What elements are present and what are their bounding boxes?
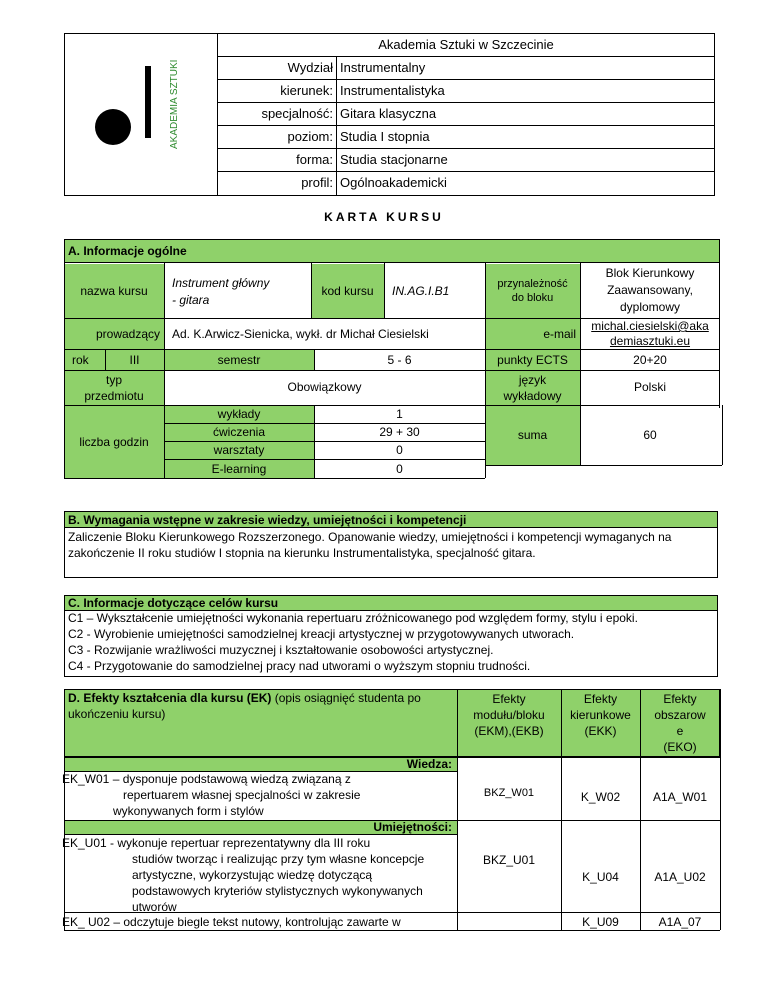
section-b-text: Zaliczenie Bloku Kierunkowego Rozszerzonego. Opanowanie wiedzy, umiejętności i kompetencji wymaganych na zakończenie II roku studiów I stopnia na kierunku Instrumentalistyka, specjalność gitara. (68, 530, 672, 560)
hours-label-cwiczenia: ćwiczenia (212, 425, 266, 439)
field-value-kierunek: Instrumentalistyka (340, 83, 445, 98)
hours-value-warsztaty: 0 (396, 443, 403, 457)
u02-ekk: K_U09 (582, 915, 619, 929)
hours-value-elearning: 0 (396, 462, 403, 476)
u01-line-1: EK_U01 - wykonuje repertuar reprezentatywny dla III roku (62, 836, 371, 850)
typ-label-2: przedmiotu (84, 389, 144, 403)
u02-line-1: EK_ U02 – odczytuje biegle tekst nutowy, kontrolując zawarte w (62, 915, 401, 929)
kod-label: kod kursu (321, 284, 374, 298)
email-link-1[interactable]: michal.ciesielski@aka (591, 319, 709, 333)
blok-value-1: Blok Kierunkowy (605, 266, 695, 280)
suma-label: suma (517, 428, 548, 442)
hours-label-wyklady: wykłady (217, 407, 261, 421)
field-label-forma: forma: (296, 152, 333, 167)
w01-line-2: repertuarem własnej specjalności w zakresie (123, 788, 361, 802)
u01-line-5: utworów (132, 900, 177, 914)
w01-ekm: BKZ_W01 (483, 787, 535, 799)
w01-line-3: wykonywanych form i stylów (113, 804, 264, 818)
col-eko-3: e (676, 724, 684, 738)
section-d-heading (68, 691, 421, 705)
w01-eko: A1A_W01 (652, 790, 708, 804)
prowadzacy-value: Ad. K.Arwicz-Sienicka, wykł. dr Michał Ciesielski (172, 327, 429, 341)
logo-text: AKADEMIA SZTUKI (169, 59, 180, 149)
field-value-forma: Studia stacjonarne (340, 152, 448, 167)
field-value-poziom: Studia I stopnia (340, 129, 430, 144)
w01-line-1: EK_W01 – dysponuje podstawową wiedzą związaną z (62, 772, 351, 786)
page-title: KARTA KURSU (324, 210, 444, 224)
email-label: e-mail (543, 327, 576, 341)
email-link-2[interactable]: demiasztuki.eu (609, 334, 691, 348)
section-d-heading-bold: D. Efekty kształcenia dla kursu (EK) (68, 691, 272, 705)
goal-c2: C2 - Wyrobienie umiejętności samodzielnej kreacji artystycznej w przygotowywanych utworach. (68, 627, 575, 641)
jezyk-value: Polski (633, 380, 666, 394)
field-value-profil: Ogólnoakademicki (340, 175, 447, 190)
section-d-heading-rest: (opis osiągnięć studenta po (271, 691, 421, 705)
field-value-wydzial: Instrumentalny (340, 60, 426, 75)
semestr-label: semestr (217, 353, 261, 367)
field-label-specjalnosc: specjalność: (261, 106, 333, 121)
nazwa-value-1: Instrument główny (172, 276, 270, 290)
academy-name: Akademia Sztuki w Szczecinie (378, 37, 554, 52)
section-d-heading-line2: ukończeniu kursu) (68, 707, 166, 721)
typ-label-1: typ (105, 373, 122, 387)
kod-value: IN.AG.I.B1 (392, 284, 450, 298)
ects-label: punkty ECTS (497, 353, 568, 367)
hours-label-elearning: E-learning (211, 462, 267, 476)
goal-c3: C3 - Rozwijanie wrażliwości muzycznej i kształtowanie osobowości artystycznej. (68, 643, 494, 657)
jezyk-label-1: język (518, 373, 547, 387)
hours-label-warsztaty: warsztaty (213, 443, 265, 457)
jezyk-label-2: wykładowy (503, 389, 562, 403)
liczba-label: liczba godzin (79, 435, 149, 449)
blok-value-2: Zaawansowany, (607, 283, 693, 297)
goal-c1: C1 – Wykształcenie umiejętności wykonania repertuaru zróżnicowanego pod względem formy, stylu i epoki. (68, 611, 638, 625)
col-eko-4: (EKO) (663, 740, 697, 754)
u01-eko: A1A_U02 (654, 870, 706, 884)
u01-ekm: BKZ_U01 (482, 853, 536, 867)
hours-value-wyklady: 1 (396, 407, 403, 421)
u02-eko: A1A_07 (658, 915, 702, 929)
section-b-heading: B. Wymagania wstępne w zakresie wiedzy, umiejętności i kompetencji (68, 513, 467, 527)
field-label-profil: profil: (301, 175, 333, 190)
suma-value: 60 (643, 428, 657, 442)
u01-line-4: podstawowych kryteriów stylistycznych wykonywanych (132, 884, 423, 898)
col-ekk-1: Efekty (583, 692, 618, 706)
rok-label: rok (72, 353, 89, 367)
hours-value-cwiczenia: 29 + 30 (379, 425, 420, 439)
field-label-poziom: poziom: (287, 129, 333, 144)
col-eko-1: Efekty (663, 692, 697, 706)
col-ekm-1: Efekty (492, 692, 526, 706)
blok-label-2: do bloku (511, 292, 554, 304)
umiejetnosci-heading: Umiejętności: (373, 820, 452, 834)
wiedza-heading: Wiedza: (406, 757, 452, 771)
field-value-specjalnosc: Gitara klasyczna (340, 106, 437, 121)
col-ekk-3: (EKK) (584, 724, 617, 738)
nazwa-label: nazwa kursu (80, 284, 148, 298)
u01-line-3: artystyczne, wykorzystując wiedzę dotyczącą (132, 868, 373, 882)
blok-value-3: dyplomowy (619, 300, 681, 314)
prowadzacy-label: prowadzący (95, 327, 160, 341)
col-eko-2: obszarow (654, 708, 706, 722)
field-label-wydzial: Wydział (287, 60, 333, 75)
nazwa-value-2: - gitara (172, 293, 210, 307)
col-ekm-2: modułu/bloku (473, 708, 545, 722)
typ-value: Obowiązkowy (287, 380, 362, 394)
col-ekm-3: (EKM),(EKB) (474, 724, 544, 738)
section-a-heading: A. Informacje ogólne (68, 244, 187, 258)
w01-ekk: K_W02 (580, 790, 621, 804)
col-ekk-2: kierunkowe (570, 708, 631, 722)
section-c-heading: C. Informacje dotyczące celów kursu (68, 596, 279, 610)
u01-line-2: studiów tworząc i realizując przy tym własne koncepcje (132, 852, 425, 866)
semestr-value: 5 - 6 (387, 353, 412, 367)
ects-value: 20+20 (633, 353, 667, 367)
field-label-kierunek: kierunek: (280, 83, 333, 98)
u01-ekk: K_U04 (582, 870, 619, 884)
rok-value: III (129, 353, 140, 367)
blok-label-1: przynależność (497, 278, 568, 290)
goal-c4: C4 - Przygotowanie do samodzielnej pracy nad utworami o wyższym stopniu trudności. (68, 659, 531, 673)
